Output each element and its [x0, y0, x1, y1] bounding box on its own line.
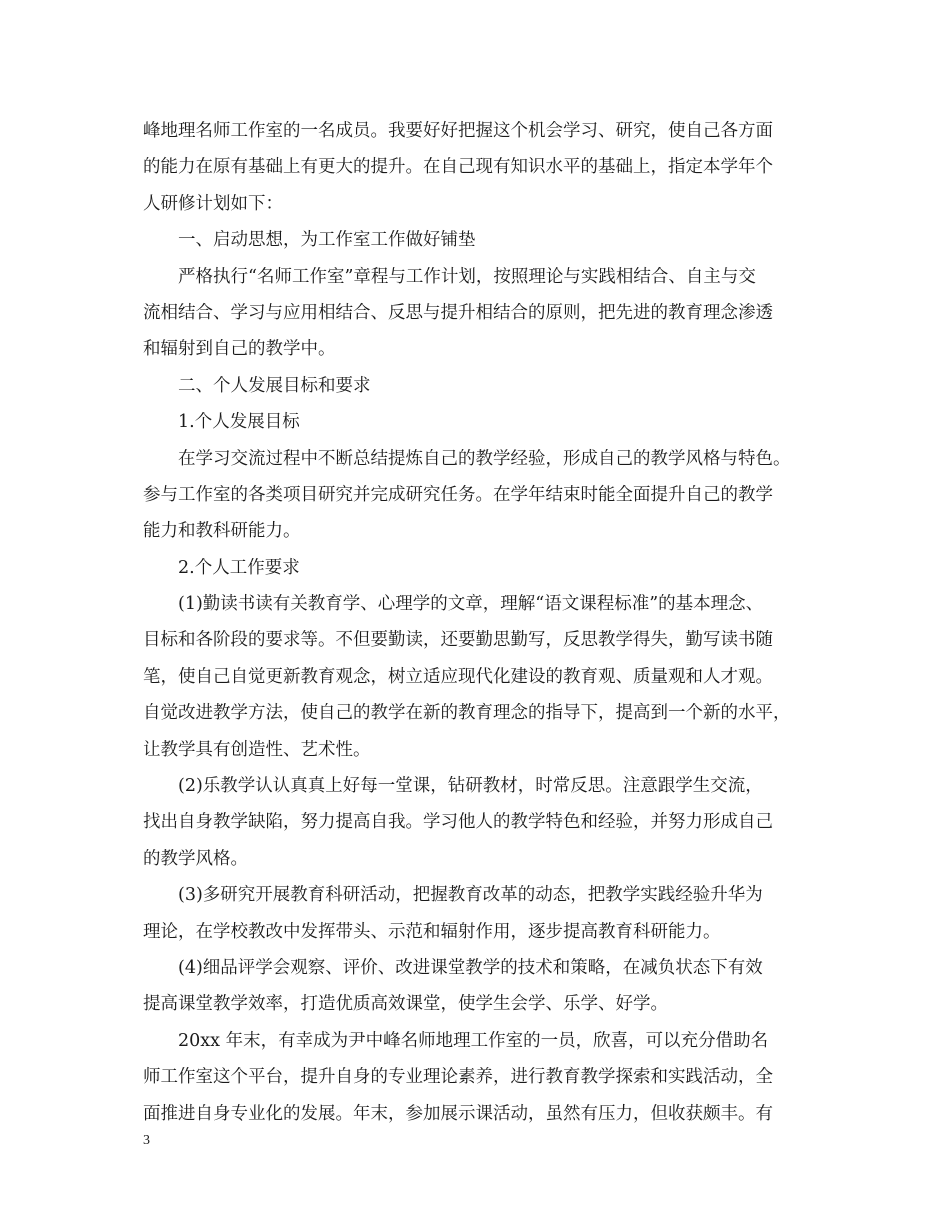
- text-line: 峰地理名师工作室的一名成员。我要好好把握这个机会学习、研究，使自己各方面: [143, 121, 773, 141]
- text-line: 20xx 年末，有幸成为尹中峰名师地理工作室的一员，欣喜，可以充分借助名: [178, 1030, 769, 1051]
- text-line: 让教学具有创造性、艺术性。: [143, 739, 371, 760]
- text-line: 在学习交流过程中不断总结提炼自己的教学经验，形成自己的教学风格与特色。: [178, 448, 791, 469]
- text-line: 流相结合、学习与应用相结合、反思与提升相结合的原则，把先进的教育理念渗透: [143, 302, 773, 323]
- text-line: 严格执行“名师工作室”章程与工作计划，按照理论与实践相结合、自主与交: [178, 266, 756, 287]
- text-line: 1.个人发展目标: [178, 412, 300, 433]
- page-number: 3: [143, 1133, 150, 1148]
- text-line: (2)乐教学认认真真上好每一堂课，钻研教材，时常反思。注意跟学生交流，: [178, 776, 763, 797]
- text-line: 目标和各阶段的要求等。不但要勤读，还要勤思勤写，反思教学得失，勤写读书随: [143, 630, 773, 651]
- text-line: 二、个人发展目标和要求: [178, 375, 371, 396]
- document-body: [143, 113, 815, 1132]
- text-line: 一、启动思想，为工作室工作做好铺垫: [178, 230, 476, 251]
- text-line: 和辐射到自己的教学中。: [143, 339, 336, 360]
- text-line: 2.个人工作要求: [178, 557, 300, 578]
- text-line: (1)勤读书读有关教育学、心理学的文章，理解“语文课程标准”的基本理念、: [178, 594, 764, 615]
- text-line: 参与工作室的各类项目研究并完成研究任务。在学年结束时能全面提升自己的教学: [143, 484, 773, 505]
- text-line: (3)多研究开展教育科研活动，把握教育改革的动态，把教学实践经验升华为: [178, 885, 763, 906]
- text-line: (4)细品评学会观察、评价、改进课堂教学的技术和策略，在减负状态下有效: [178, 957, 763, 978]
- text-line: 师工作室这个平台，提升自身的专业理论素养，进行教育教学探索和实践活动，全: [143, 1067, 773, 1088]
- text-line: 自觉改进教学方法，使自己的教学在新的教育理念的指导下，提高到一个新的水平，: [143, 703, 791, 724]
- text-line: 提高课堂教学效率，打造优质高效课堂，使学生会学、乐学、好学。: [143, 994, 668, 1015]
- text-line: 能力和教科研能力。: [143, 521, 301, 542]
- text-line: 的教学风格。: [143, 848, 248, 869]
- text-line: 理论，在学校教改中发挥带头、示范和辐射作用，逐步提高教育科研能力。: [143, 921, 721, 942]
- text-line: 的能力在原有基础上有更大的提升。在自己现有知识水平的基础上，指定本学年个: [143, 157, 773, 178]
- text-line: 找出自身教学缺陷，努力提高自我。学习他人的教学特色和经验，并努力形成自己: [143, 812, 773, 833]
- text-line: 笔，使自己自觉更新教育观念，树立适应现代化建设的教育观、质量观和人才观。: [143, 666, 773, 687]
- text-line: 人研修计划如下：: [143, 193, 283, 214]
- text-line: 面推进自身专业化的发展。年末，参加展示课活动，虽然有压力，但收获颇丰。有: [143, 1103, 773, 1124]
